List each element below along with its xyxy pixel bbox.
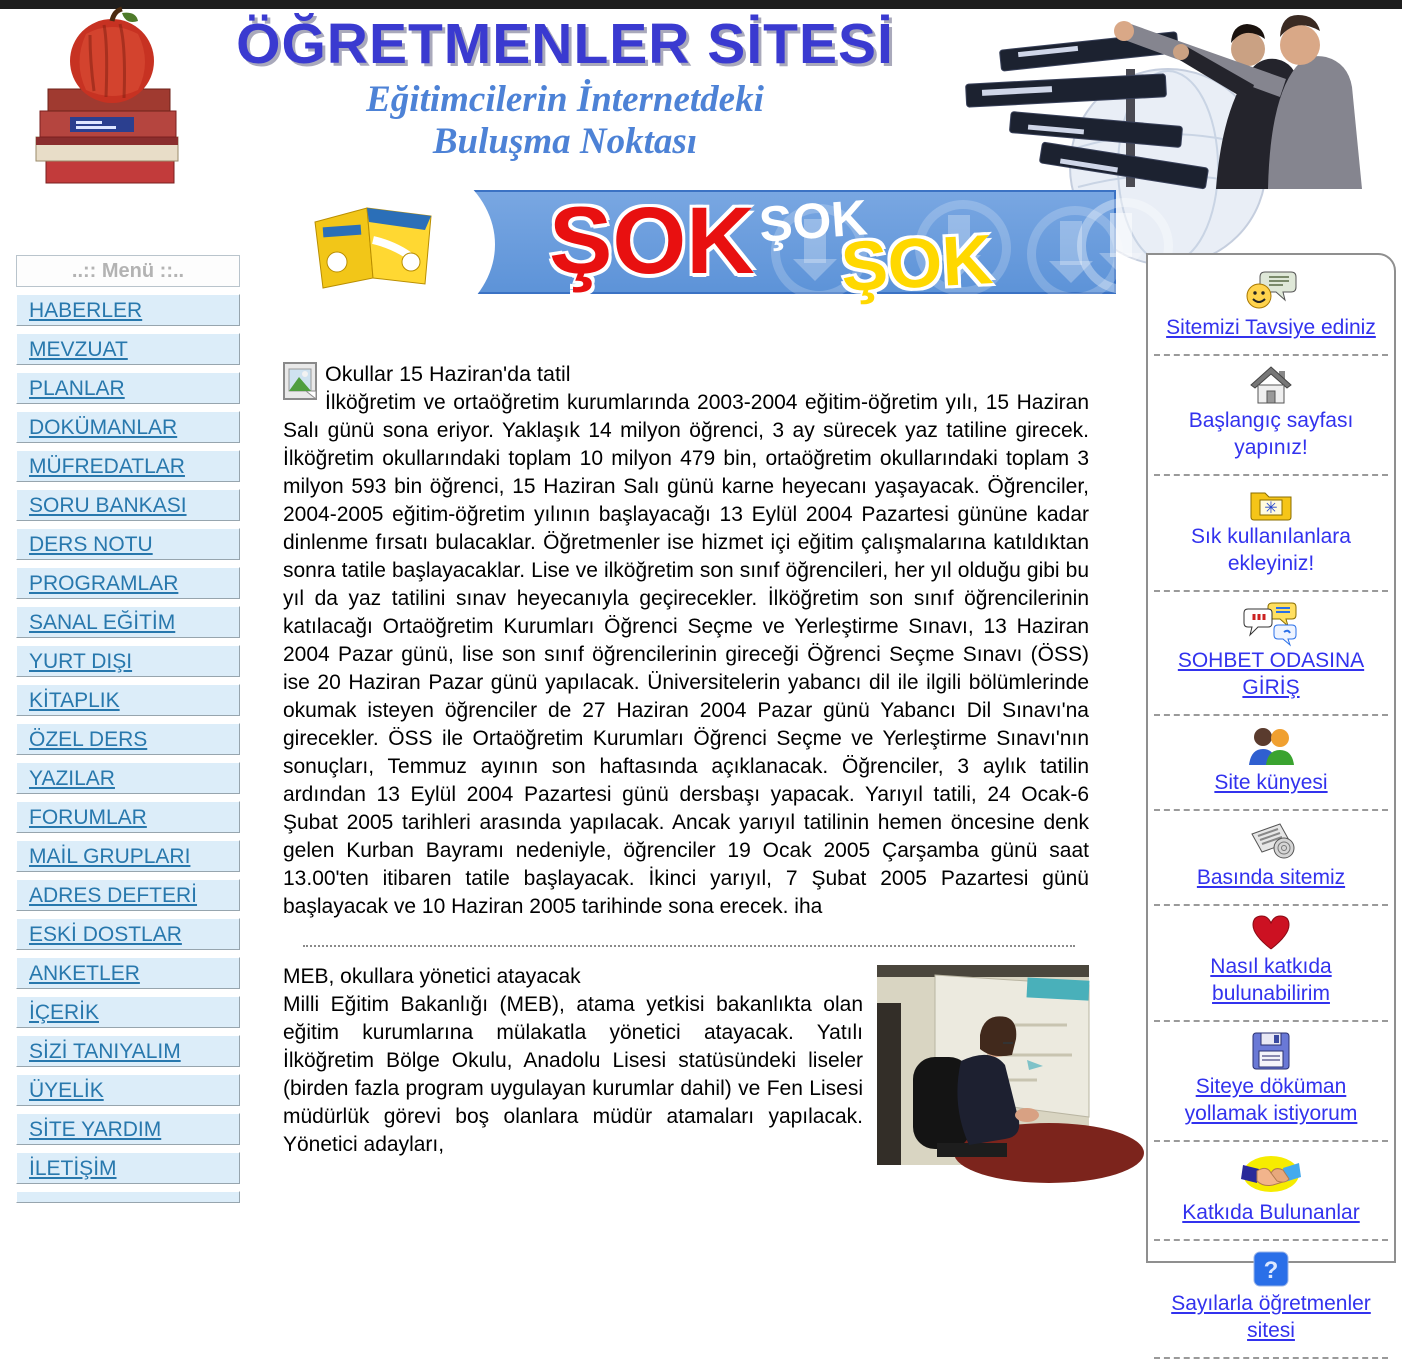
article-1-title: Okullar 15 Haziran'da tatil — [325, 362, 571, 386]
dotted-separator — [303, 945, 1075, 947]
top-strip — [0, 0, 1402, 9]
menu-item-yazilar[interactable]: YAZILAR — [16, 762, 240, 794]
sidebar-item-site-stats — [1154, 1241, 1388, 1359]
businessmen-signpost-photo — [948, 9, 1386, 189]
left-menu — [16, 255, 240, 1203]
site-header — [0, 9, 1402, 187]
sidebar-link-press[interactable]: Basında sitemiz — [1196, 866, 1346, 889]
menu-item-adres-defteri[interactable]: ADRES DEFTERİ — [16, 879, 240, 911]
menu-item-programlar[interactable]: PROGRAMLAR — [16, 567, 240, 599]
people-icon — [1247, 725, 1295, 767]
sidebar-link-send-document[interactable]: Siteye döküman yollamak istiyorum — [1184, 1075, 1358, 1125]
menu-item-dokumanlar[interactable]: DOKÜMANLAR — [16, 411, 240, 443]
menu-item-iletisim[interactable]: İLETİŞİM — [16, 1152, 240, 1184]
sidebar-link-recommend[interactable]: Sitemizi Tavsiye ediniz — [1166, 316, 1376, 339]
menu-item-icerik[interactable]: İÇERİK — [16, 996, 240, 1028]
sok-banner-ad[interactable] — [283, 188, 1116, 306]
sidebar-item-recommend — [1154, 259, 1388, 356]
sidebar-link-contribute-how[interactable]: Nasıl katkıda bulunabilirim — [1210, 955, 1332, 1005]
sidebar-item-favorites — [1154, 476, 1388, 592]
menu-item-mufredatlar[interactable]: MÜFREDATLAR — [16, 450, 240, 482]
sidebar-item-homepage — [1154, 356, 1388, 476]
sidebar-link-site-info[interactable]: Site künyesi — [1214, 771, 1328, 794]
sidebar-item-press — [1154, 811, 1388, 906]
menu-item-ders-notu[interactable]: DERS NOTU — [16, 528, 240, 560]
site-title: ÖĞRETMENLER SİTESİ — [236, 12, 894, 76]
sidebar-link-favorites[interactable]: Sık kullanılanlara ekleyiniz! — [1191, 525, 1351, 575]
sidebar-item-contributors — [1154, 1142, 1388, 1241]
sidebar-item-contribute-how — [1154, 906, 1388, 1022]
chat-bubbles-icon — [1242, 601, 1300, 645]
menu-item-forumlar[interactable]: FORUMLAR — [16, 801, 240, 833]
sok-text-white: ŞOK — [757, 189, 870, 253]
menu-item-kitaplik[interactable]: KİTAPLIK — [16, 684, 240, 716]
sidebar-item-send-document — [1154, 1022, 1388, 1142]
heart-icon — [1251, 915, 1291, 951]
article-2-photo — [877, 965, 1089, 1165]
question-mark-icon — [1252, 1250, 1290, 1288]
site-subtitle-line1: Eğitimcilerin İnternetdeki — [366, 78, 764, 120]
article-1-body: İlköğretim ve ortaöğretim kurumlarında 2003-2004 eğitim-öğretim yılı, 15 Haziran Salı günü sona eriyor. Yaklaşık 14 milyon öğrenci, 3 ay sürecek yaz tatiline girecek. İlköğretim okullarındaki toplam 10 milyon 479 bin, ortaöğretim okullarındaki toplam 3 milyon 593 bin öğrenci, 15 Haziran Salı günü karne heyecanı yaşayacak. Öğrenciler, 2004-2005 eğitim-öğretim yılının başlayacağı 13 Eylül 2004 Pazartesi gününe kadar dinlenme fırsatı bulacaklar. Öğretmenler ise hizmet içi eğitim çalışmalarına katıldıktan sonra tatile başlayacaklar. Lise ve ilköğretim son sınıf öğrencileri, her yıl olduğu gibi bu yıl da yaz tatilini sınav heyecanıyla geçirecekler. İlköğretim son sınıf öğrencilerinin katılacağı Ortaöğretim Kurumları Öğrenci Seçme ve Yerleştirme Sınavı, 13 Haziran 2004 Pazar günü, lise son sınıf öğrencilerinin gireceği Öğrenci Seçme Sınavı (ÖSS) ise 20 Haziran Pazar günü yapılacak. Üniversitelerin yabancı dil ile ilgili bölümlerinde okumak isteyen öğrenciler de 27 Haziran 2004 Pazar günü Yabancı Dil Sınavı'na girecekler. ÖSS ile Ortaöğretim Kurumları Öğrenci Seçme ve Yerleştirme Sınavı'nın sonuçları, Temmuz ayının son haftasında açıklanacak. Öğrenciler, 3 aylık tatilin ardından 13 Eylül 2004 Pazartesi günü dersbaşı yapacak. Yarıyıl tatili, 24 Ocak-6 Şubat 2005 tarihleri arasında yapılacak. Ancak yarıyıl tatilinin hemen öncesine denk gelen Kurban Bayramı nedeniyle, öğrenciler 19 Ocak 2005 Çarşamba günü saat 13.00'ten itibaren tatile başlayacak. İkinci yarıyıl, 7 Şubat 2005 Pazartesi günü başlayacak ve 10 Haziran 2005 tarihinde sona erecek. iha — [283, 391, 1089, 918]
menu-item-partial — [16, 1191, 240, 1203]
sidebar-link-homepage[interactable]: Başlangıç sayfası yapınız! — [1188, 409, 1354, 459]
sidebar-link-chatroom[interactable]: SOHBET ODASINA GİRİŞ — [1177, 649, 1365, 699]
menu-item-mail-gruplari[interactable]: MAİL GRUPLARI — [16, 840, 240, 872]
menu-item-ozel-ders[interactable]: ÖZEL DERS — [16, 723, 240, 755]
newspaper-icon — [1246, 820, 1296, 862]
menu-item-planlar[interactable]: PLANLAR — [16, 372, 240, 404]
home-icon — [1249, 365, 1293, 405]
menu-item-sizi-taniyalim[interactable]: SİZİ TANIYALIM — [16, 1035, 240, 1067]
right-sidebar — [1146, 253, 1396, 1342]
menu-item-eski-dostlar[interactable]: ESKİ DOSTLAR — [16, 918, 240, 950]
sidebar-link-site-stats[interactable]: Sayılarla öğretmenler sitesi — [1171, 1292, 1371, 1342]
menu-title: ..:: Menü ::.. — [16, 255, 240, 287]
svg-text:✳: ✳ — [1264, 500, 1278, 517]
menu-item-mevzuat[interactable]: MEVZUAT — [16, 333, 240, 365]
sok-text-yellow: ŞOK — [839, 220, 995, 306]
menu-item-uyelik[interactable]: ÜYELİK — [16, 1074, 240, 1106]
menu-item-sanal-egitim[interactable]: SANAL EĞİTİM — [16, 606, 240, 638]
menu-item-anketler[interactable]: ANKETLER — [16, 957, 240, 989]
favorites-folder-icon — [1248, 485, 1294, 521]
article-1 — [283, 360, 1089, 921]
handshake-icon — [1241, 1151, 1301, 1197]
broken-image-icon — [283, 362, 317, 400]
title-block — [180, 12, 950, 164]
menu-item-site-yardim[interactable]: SİTE YARDIM — [16, 1113, 240, 1145]
floppy-disk-icon — [1251, 1031, 1291, 1071]
apple-books-logo — [26, 9, 194, 187]
article-2-title: MEB, okullara yönetici atayacak — [283, 965, 581, 988]
sidebar-item-chatroom — [1154, 592, 1388, 716]
main-content — [283, 360, 1089, 1169]
smiley-chat-icon — [1245, 268, 1297, 312]
menu-item-haberler[interactable]: HABERLER — [16, 294, 240, 326]
menu-item-yurt-disi[interactable]: YURT DIŞI — [16, 645, 240, 677]
site-subtitle-line2: Buluşma Noktası — [432, 121, 698, 163]
product-package-image — [303, 200, 453, 290]
svg-text:?: ? — [1263, 1257, 1279, 1284]
sidebar-item-site-info — [1154, 716, 1388, 811]
sok-text-red: ŞOK — [549, 188, 755, 294]
article-2 — [283, 963, 1089, 1159]
article-2-body: Milli Eğitim Bakanlığı (MEB), atama yetkisi bakanlıkta olan eğitim kurumlarına mülakatla yönetici atayacak. Yatılı İlköğretim Bölge Okulu, Anadolu Lisesi statüsündeki liseler (birden fazla program uygulayan kurumlar dahil) ve Fen Lisesi müdürlük görevi boş olanlara müdür atamaları yapılacak. Yönetici adayları, — [283, 993, 863, 1156]
sidebar-link-contributors[interactable]: Katkıda Bulunanlar — [1182, 1201, 1360, 1224]
menu-item-soru-bankasi[interactable]: SORU BANKASI — [16, 489, 240, 521]
